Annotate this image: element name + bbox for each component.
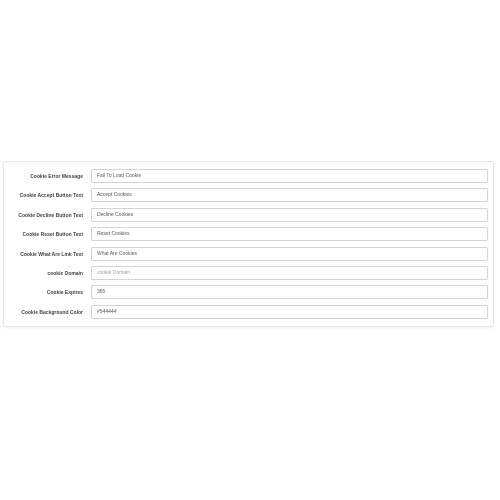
cookie-domain-label: cookie Domain — [47, 271, 83, 277]
cookie-reset-button-text-row — [4, 227, 493, 243]
cookie-what-are-link-text-label: Cookie What Are Link Text — [20, 252, 83, 258]
cookie-reset-button-text-label: Cookie Reset Button Text — [22, 232, 83, 238]
cookie-domain-input[interactable] — [91, 266, 488, 280]
cookie-accept-button-text-row — [4, 188, 493, 204]
cookie-background-color-row — [4, 305, 493, 321]
cookie-what-are-link-text-input[interactable] — [91, 247, 488, 261]
cookie-decline-button-text-label: Cookie Decline Button Text — [18, 213, 83, 219]
cookie-expires-input[interactable] — [91, 285, 488, 299]
cookie-decline-button-text-row — [4, 208, 493, 224]
cookie-reset-button-text-input[interactable] — [91, 227, 488, 241]
cookie-background-color-label: Cookie Background Color — [21, 310, 83, 316]
cookie-what-are-link-text-row — [4, 247, 493, 263]
cookie-expires-label: Cookie Expires — [46, 290, 83, 296]
cookie-domain-row — [4, 266, 493, 282]
cookie-error-message-row — [4, 169, 493, 185]
cookie-error-message-label: Cookie Error Message — [30, 174, 83, 180]
cookie-background-color-input[interactable] — [91, 305, 488, 319]
cookie-error-message-input[interactable] — [91, 169, 488, 183]
cookie-settings-panel — [3, 161, 494, 327]
cookie-decline-button-text-input[interactable] — [91, 208, 488, 222]
cookie-expires-row — [4, 285, 493, 301]
cookie-accept-button-text-input[interactable] — [91, 188, 488, 202]
cookie-accept-button-text-label: Cookie Accept Button Text — [19, 193, 83, 199]
